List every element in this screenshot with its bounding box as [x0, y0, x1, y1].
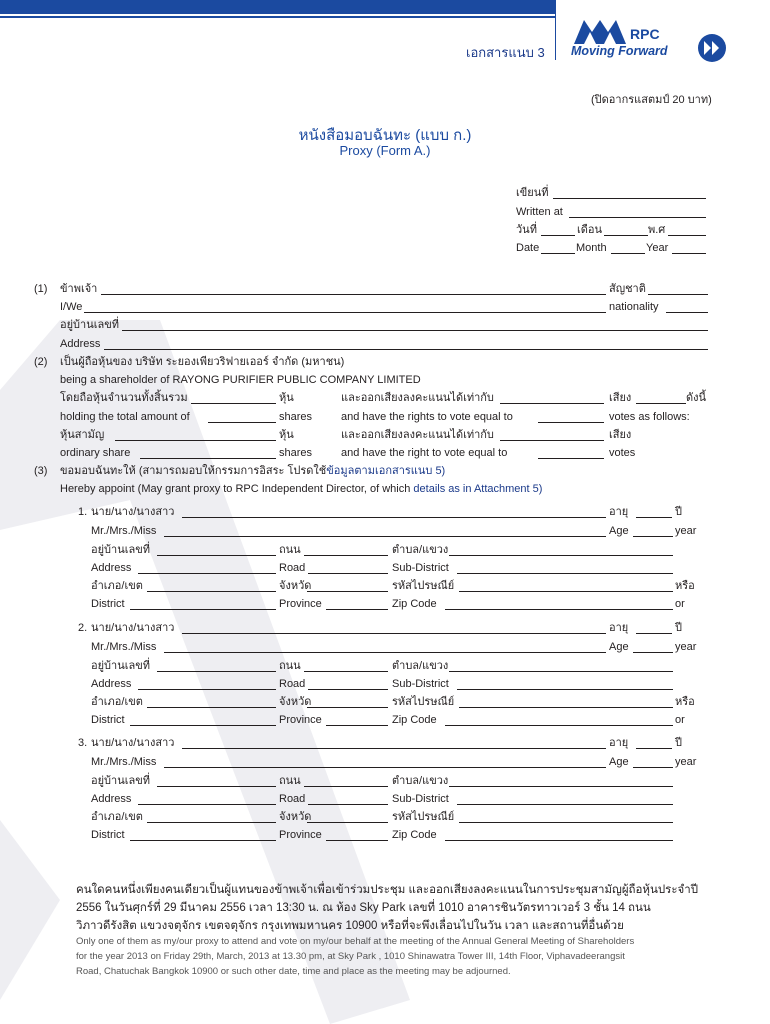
sec2-vote-th-line[interactable] [500, 403, 604, 404]
proxy-3-prov-en: Province [279, 829, 322, 841]
sec1-nationality-th-line[interactable] [648, 294, 708, 295]
proxy-3-field-line[interactable] [304, 786, 388, 787]
proxy-1-field-line[interactable] [459, 591, 673, 592]
footer-en-line3: Road, Chatuchak Bangkok 10900 or such other date, time and place as the meeting may be adjourned. [76, 966, 511, 977]
proxy-1-road-en: Road [279, 562, 306, 574]
sec2-ord-shares-en: shares [279, 447, 313, 459]
proxy-3-field-line[interactable] [459, 822, 673, 823]
proxy-2-field-line[interactable] [182, 633, 606, 634]
sec2-total-en-line[interactable] [208, 422, 276, 423]
proxy-3-age-th: อายุ [609, 737, 629, 749]
date-day-en: Date [516, 242, 540, 254]
sec2-vote-th: และออกเสียงลงคะแนนได้เท่ากับ [341, 392, 494, 404]
proxy-3-num: 3. [78, 737, 88, 749]
proxy-2-road-th: ถนน [279, 660, 301, 672]
sec1-nationality-en: nationality [609, 301, 659, 313]
proxy-1-zip-th: รหัสไปรษณีย์ [392, 580, 455, 592]
header-bar-underline [0, 16, 555, 18]
footer-th-line2: 2556 ในวันศุกร์ที่ 29 มีนาคม 2556 เวลา 13:30 น. ณ ห้อง Sky Park เลขที่ 1010 อาคารชินวัตรทาวเวอร์ 3 ชั้น 14 ถนน [76, 902, 651, 914]
sec2-number: (2) [34, 356, 48, 368]
sec2-ord-votes-th: เสียง [609, 429, 632, 441]
logo-brand: RPC [630, 26, 660, 42]
proxy-2-field-line[interactable] [445, 725, 673, 726]
proxy-2-num: 2. [78, 622, 88, 634]
proxy-3-field-line[interactable] [449, 786, 673, 787]
proxy-2-field-line[interactable] [459, 707, 673, 708]
proxy-1-yr-th: ปี [675, 506, 682, 518]
proxy-2-yr-th: ปี [675, 622, 682, 634]
written-at-th-label: เขียนที่ [516, 187, 549, 199]
date-day-en-line[interactable] [541, 253, 575, 254]
proxy-1-field-line[interactable] [182, 517, 606, 518]
proxy-3-name-th: นาย/นาง/นางสาว [91, 737, 175, 749]
proxy-3-field-line[interactable] [636, 748, 672, 749]
proxy-1-field-line[interactable] [308, 573, 388, 574]
proxy-3-field-line[interactable] [147, 822, 276, 823]
proxy-1-field-line[interactable] [130, 609, 276, 610]
proxy-3-field-line[interactable] [326, 840, 388, 841]
proxy-1-sub-th: ตำบล/แขวง [392, 544, 449, 556]
sec2-follows-th: ดังนี้ [686, 392, 707, 404]
proxy-1-dist-th: อำเภอ/เขต [91, 580, 143, 592]
proxy-3-prov-th: จังหวัด [279, 811, 312, 823]
sec2-total-th-line[interactable] [191, 403, 276, 404]
proxy-2-sub-en: Sub-District [392, 678, 449, 690]
title-thai: หนังสือมอบฉันทะ (แบบ ก.) [298, 127, 472, 144]
sec2-votes-th: เสียง [609, 392, 632, 404]
proxy-3-road-th: ถนน [279, 775, 301, 787]
proxy-3-addr-th: อยู่บ้านเลขที่ [91, 775, 151, 787]
proxy-2-field-line[interactable] [157, 671, 276, 672]
sec1-iwe-en: I/We [60, 301, 83, 313]
sec2-shares-th: หุ้น [279, 392, 294, 404]
proxy-2-zip-en: Zip Code [392, 714, 437, 726]
proxy-1-or-en: or [675, 598, 685, 610]
proxy-1-field-line[interactable] [138, 573, 276, 574]
proxy-3-age-en: Age [609, 756, 629, 768]
proxy-1-addr-th: อยู่บ้านเลขที่ [91, 544, 151, 556]
date-month-th-line[interactable] [604, 235, 648, 236]
sec3-appoint-en [60, 482, 542, 496]
proxy-2-field-line[interactable] [633, 652, 673, 653]
sec3-appoint-th [60, 464, 445, 478]
sec2-ord-vote-th-line[interactable] [500, 440, 604, 441]
proxy-2-age-th: อายุ [609, 622, 629, 634]
proxy-2-field-line[interactable] [147, 707, 276, 708]
proxy-2-sub-th: ตำบล/แขวง [392, 660, 449, 672]
proxy-3-field-line[interactable] [308, 804, 388, 805]
date-year-en-line[interactable] [672, 253, 706, 254]
proxy-3-sub-en: Sub-District [392, 793, 449, 805]
proxy-1-num: 1. [78, 506, 88, 518]
proxy-3-sub-th: ตำบล/แขวง [392, 775, 449, 787]
proxy-2-addr-en: Address [91, 678, 132, 690]
written-at-en-label: Written at [516, 206, 563, 218]
proxy-1-addr-en: Address [91, 562, 132, 574]
footer-th-line1: คนใดคนหนึ่งเพียงคนเดียวเป็นผู้แทนของข้าพเจ้าเพื่อเข้าร่วมประชุม และออกเสียงลงคะแนนในการประชุมสามัญผู้ถือหุ้นประจำปี [76, 884, 699, 896]
written-at-en-line[interactable] [569, 217, 706, 218]
logo-tagline: Moving Forward [571, 44, 668, 58]
sec2-follows-line[interactable] [636, 403, 686, 404]
proxy-block-2 [0, 621, 770, 733]
proxy-1-or-th: หรือ [675, 580, 695, 592]
proxy-1-prov-en: Province [279, 598, 322, 610]
proxy-2-field-line[interactable] [164, 652, 606, 653]
rpc-logo [570, 14, 730, 64]
proxy-1-name-en: Mr./Mrs./Miss [91, 525, 157, 537]
proxy-1-field-line[interactable] [164, 536, 606, 537]
header-bar [0, 0, 555, 14]
proxy-3-field-line[interactable] [130, 840, 276, 841]
proxy-1-age-en: Age [609, 525, 629, 537]
proxy-2-field-line[interactable] [307, 707, 388, 708]
proxy-2-yr-en: year [675, 641, 697, 653]
date-month-en: Month [576, 242, 607, 254]
proxy-2-field-line[interactable] [326, 725, 388, 726]
proxy-1-field-line[interactable] [307, 591, 388, 592]
proxy-2-age-en: Age [609, 641, 629, 653]
sec2-votes-follows-en: votes as follows: [609, 411, 690, 423]
sec1-address-en-line[interactable] [104, 349, 708, 350]
proxy-1-yr-en: year [675, 525, 697, 537]
proxy-2-field-line[interactable] [304, 671, 388, 672]
proxy-2-road-en: Road [279, 678, 306, 690]
date-year-th: พ.ศ [648, 224, 666, 236]
proxy-1-field-line[interactable] [326, 609, 388, 610]
proxy-3-yr-th: ปี [675, 737, 682, 749]
proxy-1-field-line[interactable] [304, 555, 388, 556]
proxy-1-prov-th: จังหวัด [279, 580, 312, 592]
proxy-3-dist-en: District [91, 829, 125, 841]
sec2-ordinary-en-line[interactable] [140, 458, 276, 459]
proxy-2-field-line[interactable] [130, 725, 276, 726]
proxy-block-3 [0, 736, 770, 848]
sec1-address-th: อยู่บ้านเลขที่ [60, 319, 120, 331]
sec1-iwe-th: ข้าพเจ้า [60, 283, 98, 295]
date-month-th: เดือน [577, 224, 603, 236]
proxy-1-zip-en: Zip Code [392, 598, 437, 610]
proxy-2-field-line[interactable] [457, 689, 673, 690]
sec1-name-en-line[interactable] [84, 312, 606, 313]
proxy-2-field-line[interactable] [449, 671, 673, 672]
sec2-ord-vote-en-line[interactable] [538, 458, 604, 459]
header-divider [555, 0, 556, 60]
date-year-th-line[interactable] [668, 235, 706, 236]
sec3-attachment-link-th[interactable]: ข้อมูลตามเอกสารแนบ 5) [326, 465, 446, 477]
sec1-name-line[interactable] [101, 294, 606, 295]
sec3-attachment-link-en[interactable]: details as in Attachment 5) [413, 483, 543, 495]
proxy-3-dist-th: อำเภอ/เขต [91, 811, 143, 823]
proxy-2-or-th: หรือ [675, 696, 695, 708]
proxy-3-field-line[interactable] [445, 840, 673, 841]
proxy-1-field-line[interactable] [636, 517, 672, 518]
proxy-3-field-line[interactable] [157, 786, 276, 787]
date-year-en: Year [646, 242, 669, 254]
proxy-2-or-en: or [675, 714, 685, 726]
sec2-shares-en: shares [279, 411, 313, 423]
proxy-block-1 [0, 505, 770, 617]
stamp-note: (ปิดอากรแสตมป์ 20 บาท) [591, 94, 712, 106]
sec2-ord-vote-th: และออกเสียงลงคะแนนได้เท่ากับ [341, 429, 494, 441]
proxy-2-field-line[interactable] [138, 689, 276, 690]
sec2-ord-votes-en: votes [609, 447, 636, 459]
proxy-2-prov-en: Province [279, 714, 322, 726]
sec2-vote-en-line[interactable] [538, 422, 604, 423]
written-at-th-line[interactable] [553, 198, 706, 199]
proxy-3-addr-en: Address [91, 793, 132, 805]
sec2-shareholder-th: เป็นผู้ถือหุ้นของ บริษัท ระยองเพียวริฟายเออร์ จำกัด (มหาชน) [60, 356, 345, 368]
proxy-2-dist-th: อำเภอ/เขต [91, 696, 143, 708]
sec2-ord-shares-th: หุ้น [279, 429, 294, 441]
proxy-2-field-line[interactable] [636, 633, 672, 634]
sec3-number: (3) [34, 465, 48, 477]
proxy-3-zip-th: รหัสไปรษณีย์ [392, 811, 455, 823]
date-month-en-line[interactable] [611, 253, 645, 254]
proxy-1-field-line[interactable] [157, 555, 276, 556]
sec2-vote-en: and have the rights to vote equal to [341, 411, 513, 423]
sec2-ord-vote-en: and have the right to vote equal to [341, 447, 508, 459]
proxy-1-field-line[interactable] [445, 609, 673, 610]
sec2-total-th: โดยถือหุ้นจำนวนทั้งสิ้นรวม [60, 392, 188, 404]
sec1-number: (1) [34, 283, 48, 295]
sec3-appoint-en-a: Hereby appoint (May grant proxy to RPC Independent Director, of which [60, 483, 414, 495]
proxy-1-field-line[interactable] [147, 591, 276, 592]
proxy-3-name-en: Mr./Mrs./Miss [91, 756, 157, 768]
title-english: Proxy (Form A.) [339, 143, 431, 158]
proxy-1-field-line[interactable] [633, 536, 673, 537]
sec1-nationality-en-line[interactable] [666, 312, 708, 313]
sec2-ordinary-en: ordinary share [60, 447, 131, 459]
proxy-1-field-line[interactable] [457, 573, 673, 574]
attachment-label: เอกสารแนบ 3 [466, 45, 545, 60]
footer-en-line2: for the year 2013 on Friday 29th, March, 2013 at 13.30 pm, at Sky Park , 1010 Shinawatra Tower III, 14th Floor, Viphavadeerangsit [76, 951, 625, 962]
proxy-2-dist-en: District [91, 714, 125, 726]
sec2-ordinary-th: หุ้นสามัญ [60, 429, 105, 441]
sec1-address-th-line[interactable] [122, 330, 708, 331]
proxy-3-yr-en: year [675, 756, 697, 768]
sec1-address-en: Address [60, 338, 101, 350]
proxy-3-field-line[interactable] [307, 822, 388, 823]
footer-th-line3: วิภาวดีรังสิต แขวงจตุจักร เขตจตุจักร กรุงเทพมหานคร 10900 หรือที่จะพึงเลื่อนไปในวัน เวลา และสถานที่อื่นด้วย [76, 920, 624, 932]
date-day-th: วันที่ [516, 224, 537, 236]
proxy-3-zip-en: Zip Code [392, 829, 437, 841]
proxy-2-prov-th: จังหวัด [279, 696, 312, 708]
proxy-1-sub-en: Sub-District [392, 562, 449, 574]
proxy-2-name-en: Mr./Mrs./Miss [91, 641, 157, 653]
sec1-nationality-th: สัญชาติ [609, 283, 646, 295]
sec2-shareholder-en: being a shareholder of RAYONG PURIFIER PUBLIC COMPANY LIMITED [60, 374, 421, 386]
proxy-2-name-th: นาย/นาง/นางสาว [91, 622, 175, 634]
proxy-1-field-line[interactable] [449, 555, 673, 556]
proxy-1-road-th: ถนน [279, 544, 301, 556]
proxy-3-field-line[interactable] [138, 804, 276, 805]
proxy-3-field-line[interactable] [633, 767, 673, 768]
proxy-3-field-line[interactable] [164, 767, 606, 768]
proxy-2-field-line[interactable] [308, 689, 388, 690]
proxy-3-field-line[interactable] [457, 804, 673, 805]
proxy-1-name-th: นาย/นาง/นางสาว [91, 506, 175, 518]
proxy-1-age-th: อายุ [609, 506, 629, 518]
proxy-2-zip-th: รหัสไปรษณีย์ [392, 696, 455, 708]
sec2-ordinary-th-line[interactable] [115, 440, 276, 441]
footer-en-line1: Only one of them as my/our proxy to attend and vote on my/our behalf at the meeting of the Annual General Meeting of Shareholders [76, 936, 635, 947]
sec3-appoint-th-a: ขอมอบฉันทะให้ (สามารถมอบให้กรรมการอิสระ โปรดใช้ [60, 465, 327, 477]
sec2-total-en: holding the total amount of [60, 411, 190, 423]
proxy-2-addr-th: อยู่บ้านเลขที่ [91, 660, 151, 672]
date-day-th-line[interactable] [541, 235, 575, 236]
proxy-3-road-en: Road [279, 793, 306, 805]
proxy-1-dist-en: District [91, 598, 125, 610]
proxy-3-field-line[interactable] [182, 748, 606, 749]
